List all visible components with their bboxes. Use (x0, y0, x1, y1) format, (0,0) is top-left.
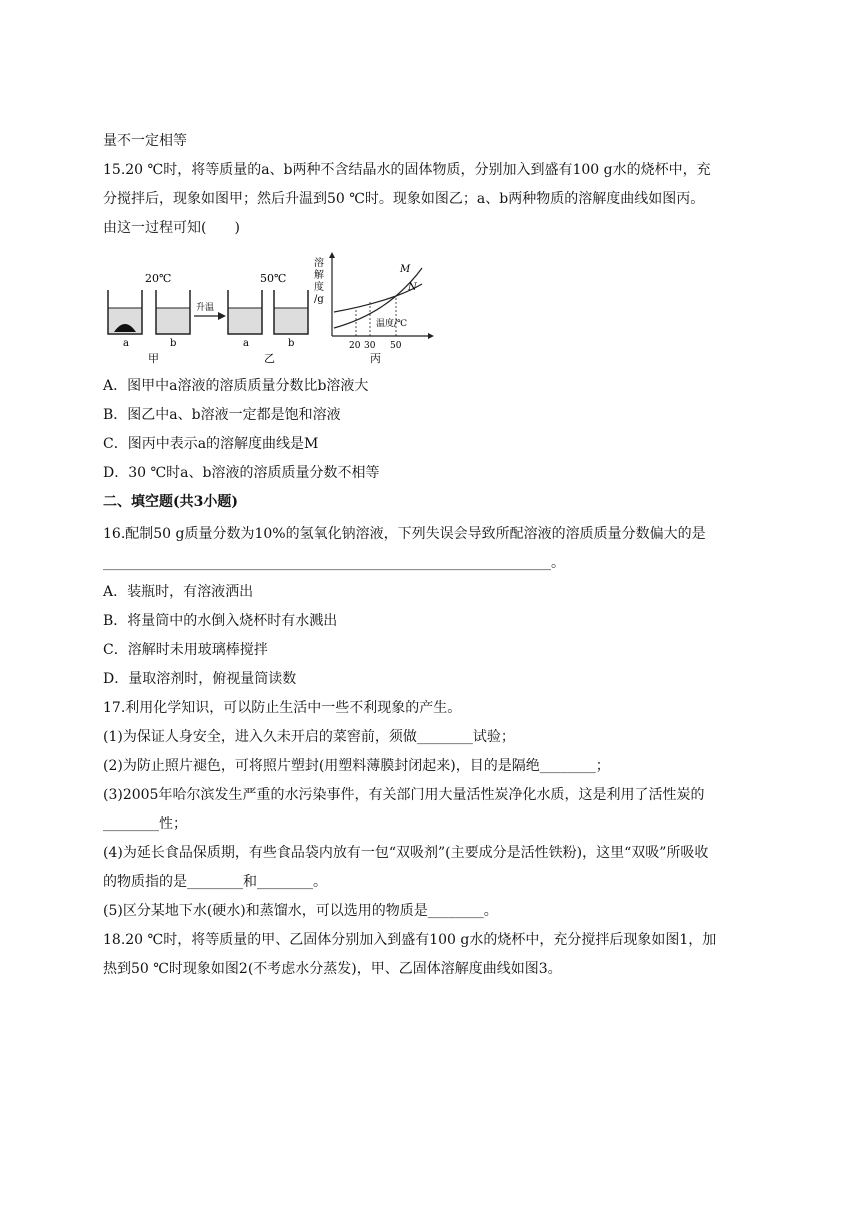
y-axis-arrow-icon (329, 252, 335, 258)
question-17-part-4-line-2: 的物质指的是________和________。 (103, 874, 327, 890)
question-15-line-2: 分搅拌后，现象如图甲；然后升温到50 ℃时。现象如图乙；a、b两种物质的溶解度曲线如图丙。 (103, 191, 705, 207)
figure-label-jia: 甲 (148, 352, 159, 365)
beaker-label-a: a (123, 338, 129, 349)
beaker-a-yi (228, 290, 262, 334)
question-15-line-1: 15.20 ℃时，将等质量的a、b两种不含结晶水的固体物质，分别加入到盛有100 g水的烧杯中，充 (103, 162, 711, 178)
arrow-label: 升温 (196, 303, 215, 313)
curve-label-n: N (408, 282, 417, 293)
question-15-line-3: 由这一过程可知( ) (103, 220, 240, 236)
figure-label-bing: 丙 (370, 352, 381, 365)
y-axis-label-2: 解 (314, 270, 324, 281)
beaker-a-jia (108, 290, 142, 334)
beaker-b-jia (156, 290, 190, 334)
question-16-line-1: 16.配制50 g质量分数为10%的氢氧化钠溶液，下列失误会导致所配溶液的溶质质量分数偏大的是 (103, 526, 706, 542)
temp-label-20: 20℃ (145, 272, 172, 285)
question-15-figure (100, 250, 450, 370)
option-b: B．图乙中a、b溶液一定都是饱和溶液 (103, 407, 341, 423)
beaker-b-yi (274, 290, 308, 334)
y-axis-label-1: 溶 (314, 258, 324, 269)
tick-30: 30 (364, 341, 376, 351)
beaker-label-b-2: b (288, 338, 295, 349)
question-18-line-1: 18.20 ℃时，将等质量的甲、乙固体分别加入到盛有100 g水的烧杯中，充分搅拌后现象如图1，加 (103, 932, 717, 948)
question-17-part-3-line-1: (3)2005年哈尔滨发生严重的水污染事件，有关部门用大量活性炭净化水质，这是利用了活性炭的 (103, 787, 705, 803)
x-axis-arrow-icon (428, 333, 434, 339)
y-axis-label-3: 度 (314, 282, 324, 293)
question-17-part-4-line-1: (4)为延长食品保质期，有些食品袋内放有一包“双吸剂”(主要成分是活性铁粉)，这里“双吸”所吸收 (103, 845, 709, 861)
solubility-experiment-diagram (100, 250, 450, 370)
question-17-intro: 17.利用化学知识，可以防止生活中一些不利现象的产生。 (103, 700, 462, 716)
question-17-part-2: (2)为防止照片褪色，可将照片塑封(用塑料薄膜封闭起来)，目的是隔绝________； (103, 758, 610, 774)
beaker-label-a-2: a (243, 338, 249, 349)
option-c: C．图丙中表示a的溶解度曲线是M (103, 436, 319, 452)
question-17-part-1: (1)为保证人身安全，进入久未开启的菜窖前，须做________试验； (103, 729, 515, 745)
question-17-part-5: (5)区分某地下水(硬水)和蒸馏水，可以选用的物质是________。 (103, 903, 498, 919)
question-16-option-c: C．溶解时未用玻璃棒搅拌 (103, 642, 268, 658)
tick-50: 50 (390, 341, 402, 351)
section-heading: 二、填空题(共3小题) (103, 494, 238, 510)
beaker-label-b: b (170, 338, 177, 349)
option-d: D．30 ℃时a、b溶液的溶质质量分数不相等 (103, 465, 380, 481)
question-16-blank: ________________________________________________________________。 (103, 555, 565, 571)
solubility-graph (314, 252, 434, 365)
figure-label-yi: 乙 (264, 352, 275, 365)
y-axis-label-4: /g (314, 294, 324, 305)
x-axis-label: 温度/℃ (376, 319, 408, 329)
question-16-option-b: B．将量筒中的水倒入烧杯时有水溅出 (103, 613, 338, 629)
question-16-option-d: D．量取溶剂时，俯视量筒读数 (103, 671, 297, 687)
question-17-part-3-line-2: ________性； (103, 816, 187, 832)
option-a: A．图甲中a溶液的溶质质量分数比b溶液大 (103, 378, 369, 394)
curve-label-m: M (400, 264, 411, 275)
text-line: 量不一定相等 (103, 133, 187, 149)
tick-20: 20 (349, 341, 361, 351)
temp-label-50: 50℃ (260, 272, 287, 285)
question-18-line-2: 热到50 ℃时现象如图2(不考虑水分蒸发)，甲、乙固体溶解度曲线如图3。 (103, 961, 562, 977)
question-16-option-a: A．装瓶时，有溶液洒出 (103, 584, 254, 600)
arrow-head-icon (218, 312, 226, 320)
